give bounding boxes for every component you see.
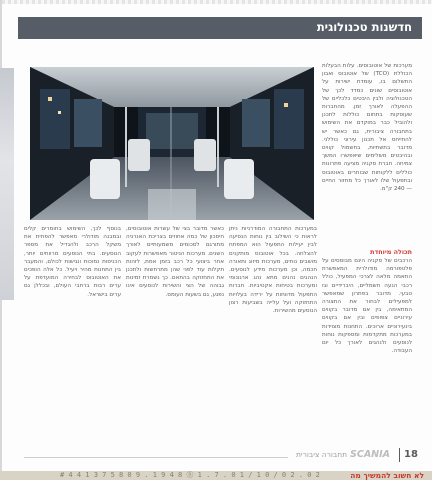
column-subheading: תכולה מיוחדת: [370, 248, 412, 256]
column-text: במערכות התחבורה המודרניות ניתן לראות כי השילוב בין נוחות הנסיעה לבין יעילות התפעול הוא המפתח להצלחה. בכל אוטובוס מותקנים מושבים נוחים, מערכות מיזוג ותאורה חכמה, וכן מערכות מידע לנוסעים. הנהגים נהנים מתא נהג ארגונומי ומערכות בטיחות אקטיביות. חברות התפעול מדווחות על ירידה בעלויות התחזוקה ועל עלייה בשביעות רצון הנוסעים מהשירות.: [229, 226, 317, 315]
footer-divider: [399, 448, 400, 462]
next-page-heading: לא חשוב להמשיך מה: [350, 471, 424, 480]
page-top-edge: [2, 0, 432, 4]
print-marks: # 4 4 1 3 7 5 8 0 9 . 1 9 4 8 Ⓡ 1 . 7 . 0 1 / 1 0 / 0 2 . 0 2: [60, 471, 320, 479]
adjacent-page-strip: [0, 68, 14, 300]
bus-interior-photo: [30, 67, 314, 220]
column-text: מערכות של אוטובוסים. עלות הבעלות הכוללת (TCO) של אוטובוס ואבון התשלום בו, עומדת ישירות על אוטובוסים שונים כמדד לכך של הטכנולוגיה ולבין היבטים כלכליים של ההפעלה לאורך זמן. מהחברות שעוסקות בתחום כוללות לתכנן ולהוביל כבר במוקדם את השימוש בתחבורה ציבורית, גם כאשר יש להתייחס אל תכנון עירוני כוללני. מדובר בתשתיות, בחשמול קווים ובהיבטים משלימים שיאפשרו המשך צמיחה. חברת סקניה מציעה פתרונות כוללים ללקוחות שבוחרים באוטובוס ובתפעול שלו לאורך כל מחזור החיים — 240 ק"מ.: [322, 63, 412, 193]
scan-bottom-band: [0, 471, 432, 480]
footer-rule: [24, 457, 288, 458]
column-text: בנוסף לכך, השימוש בחומרים קלים ובמבנה מודולרי מאפשר להפחית את משקל הרכב ולהגדיל את מספר הנוסעים. בתי הנוסעים מרווחים יותר, הכניסות נמוכות ונגישות לכולם, והמעבר בין התחנות מהיר ויעיל. כל אלה הופכים את האוטובוס לבחירה המועדפת על ערים רבות ברחבי העולם, ובכללן גם ערים בישראל.: [24, 226, 121, 298]
section-title: חדשנות טכנולוגית: [316, 20, 412, 34]
magazine-name: תחבורה ציבורית: [296, 450, 348, 459]
article-column-b: [126, 225, 224, 299]
scania-logo: SCANIA: [350, 449, 391, 460]
page-number: 18: [404, 449, 418, 460]
section-header: [18, 17, 422, 39]
column-text: כאשר מדובר בצי של עשרות אוטובוסים, חיסכון של כמה אחוזים בצריכת האנרגיה מתורגם לסכומים משמעותיים לאורך השנים. מערכות הניטור מאפשרות לעקוב אחר ביצועי כל רכב בזמן אמת, לזהות תקלות עוד לפני שהן מתרחשות ולתכנן את התחזוקה בהתאם. כך נשמרת זמינות גבוהה של הצי והשירות לנוסעים אינו נפגע, גם בשעות העומס.: [126, 226, 224, 298]
article-column-a: [229, 225, 317, 315]
article-column-c: [24, 225, 121, 299]
column-text: הרכבים של סקניה הינם מבוססים על פלטפורמה מודולרית המאפשרת התאמה מלאה לצרכי המפעיל, כולל רכבי הנעה חשמליים, היברידיים וגז טבעי. מדובר בפתרון שמאפשר למפעילים לבחור את התצורה המתאימה, בין אם מדובר בקווים עירוניים צפופים ובין אם בקווים בינעירוניים ארוכים. התחנות מצוידות במערכות מתקדמות ומספקות נוחות לנוסעים ולנהגים לאורך כל יום העבודה.: [322, 258, 412, 355]
bus-interior-illustration: [30, 67, 314, 220]
article-column-top-right: [322, 62, 412, 193]
article-column-right: [322, 248, 412, 355]
